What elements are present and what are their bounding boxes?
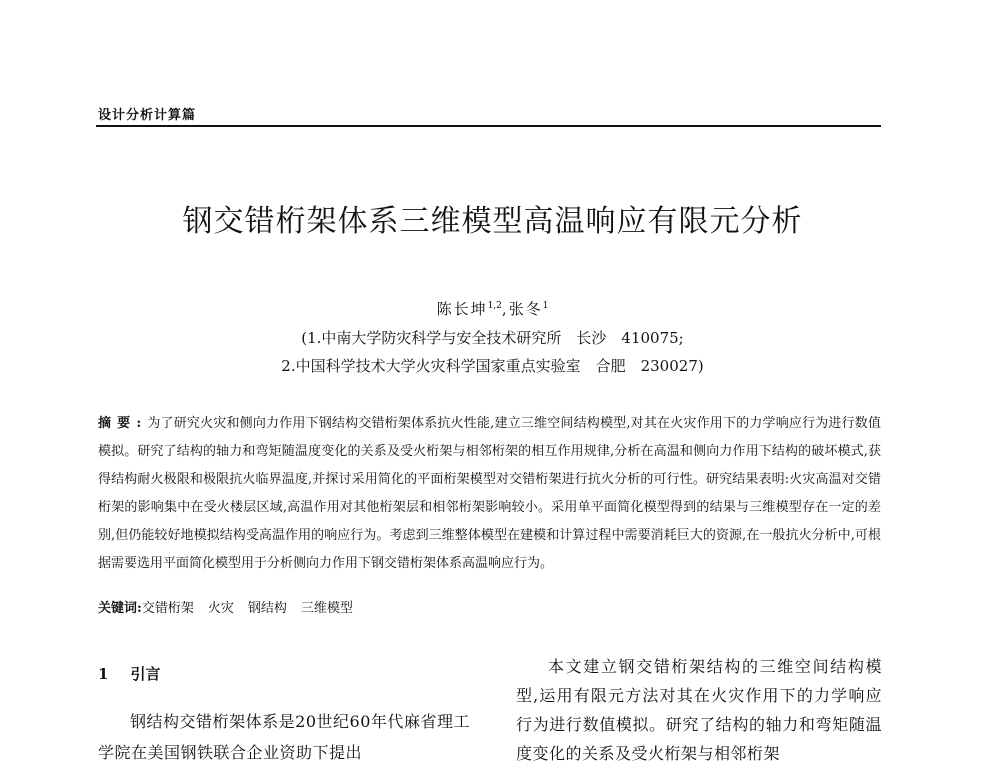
keyword: 火灾 [207, 601, 234, 616]
keywords [98, 597, 881, 616]
author-separator: , [501, 300, 509, 318]
body-column-right: 本文建立钢交错桁架结构的三维空间结构模型,运用有限元方法对其在火灾作用下的力学响应行为进行数值模拟。研究了结构的轴力和弯矩随温度变化的关系及受火桁架与相邻桁架 [516, 657, 882, 763]
header-rule [96, 125, 881, 127]
section-title: 引言 [130, 665, 161, 683]
keywords-label: 关键词: [98, 601, 142, 616]
author-name: 陈长坤 [436, 300, 488, 318]
abstract [98, 410, 881, 578]
body-column-left: 钢结构交错桁架体系是20世纪60年代麻省理工学院在美国钢铁联合企业资助下提出 [98, 712, 470, 762]
section-heading [98, 663, 160, 684]
keyword: 钢结构 [247, 601, 287, 616]
abstract-label: 摘要: [98, 416, 148, 431]
keyword: 三维模型 [300, 601, 353, 616]
author-affiliation-marker: 1,2 [487, 301, 502, 311]
section-number: 1 [98, 665, 109, 683]
author-affiliation-marker: 1 [542, 301, 549, 311]
section-label: 设计分析计算篇 [98, 108, 197, 123]
affiliation-1: (1.中南大学防灾科学与安全技术研究所 长沙 410075; [301, 329, 684, 347]
author-name: 张冬 [508, 300, 543, 318]
abstract-text: 为了研究火灾和侧向力作用下钢结构交错桁架体系抗火性能,建立三维空间结构模型,对其在火灾作用下的力学响应行为进行数值模拟。研究了结构的轴力和弯矩随温度变化的关系及受火桁架与相邻桁架的相互作用规律,分析在高温和侧向力作用下结构的破坏模式,获得结构耐火极限和极限抗火临界温度,并探讨采用简化的平面桁架模型对交错桁架进行抗火分析的可行性。研究结果表明:火灾高温对交错桁架的影响集中在受火楼层区域,高温作用对其他桁架层和相邻桁架影响较小。采用单平面简化模型得到的结果与三维模型存在一定的差别,但仍能较好地模拟结构受高温作用的响应行为。考虑到三维整体模型在建模和计算过程中需要消耗巨大的资源,在一般抗火分析中,可根据需要选用平面简化模型用于分析侧向力作用下钢交错桁架体系高温响应行为。 [98, 416, 881, 571]
affiliation-2: 2.中国科学技术大学火灾科学国家重点实验室 合肥 230027) [281, 357, 704, 375]
keyword: 交错桁架 [141, 601, 194, 616]
paper-title: 钢交错桁架体系三维模型高温响应有限元分析 [182, 204, 803, 239]
authors [100, 298, 885, 319]
